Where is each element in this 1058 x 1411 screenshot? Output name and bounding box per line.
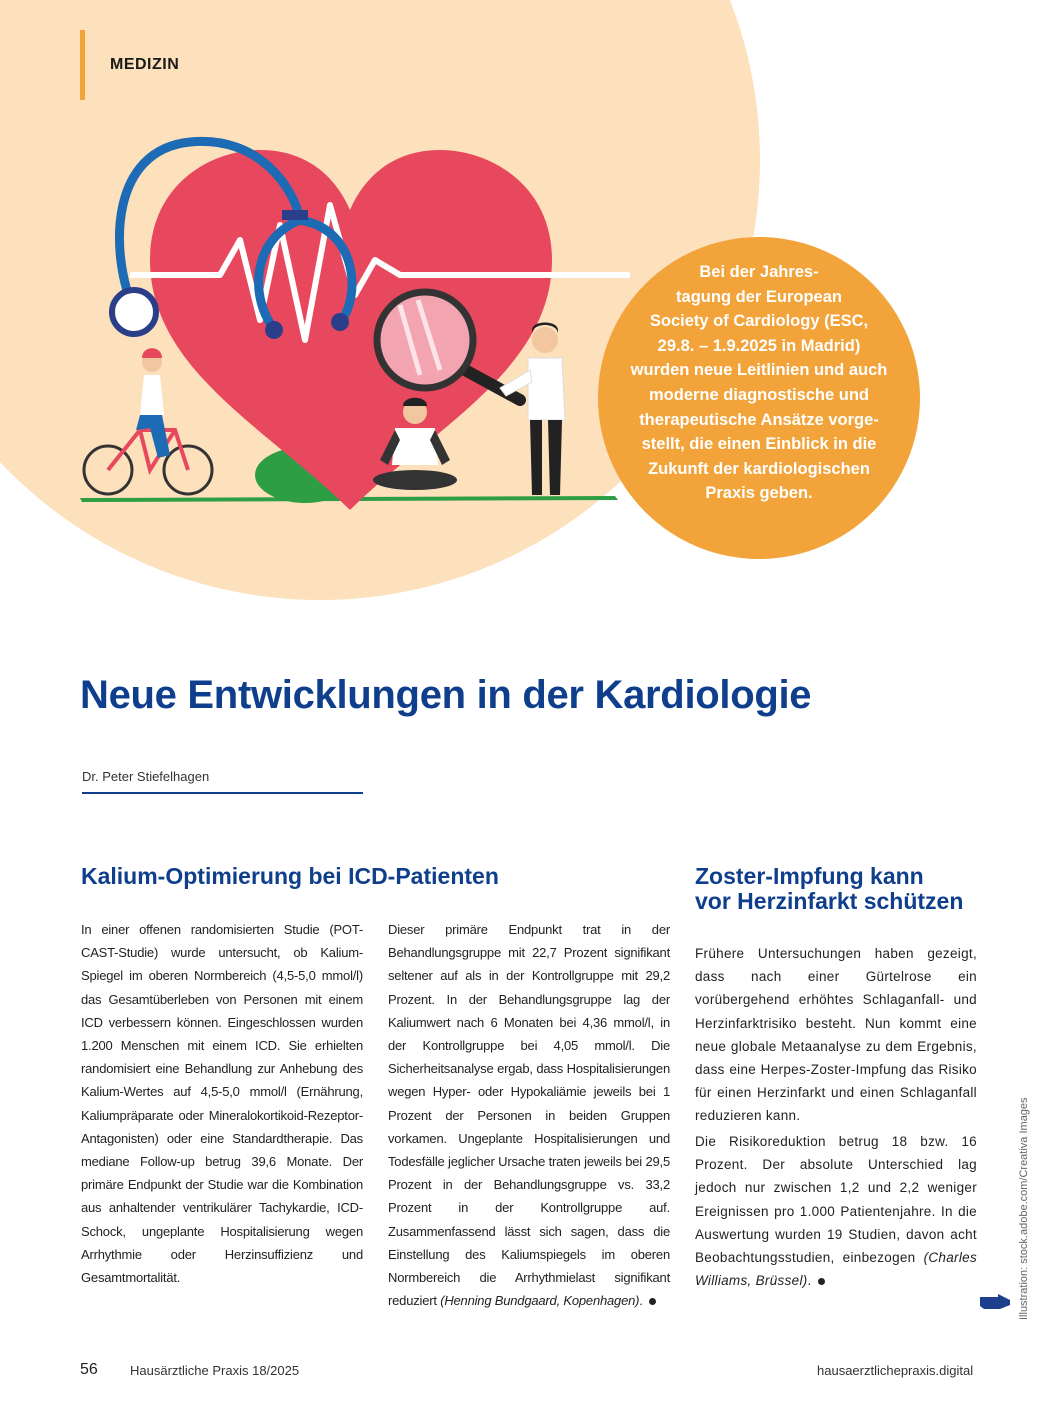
section1-column2 <box>388 918 670 1312</box>
section1-period: . <box>639 1293 643 1309</box>
section2-citation: (Charles Williams, Brüssel) <box>695 1250 977 1289</box>
section2-period: . <box>807 1273 812 1289</box>
article-title: Neue Entwicklungen in der Kardiologie <box>80 673 812 717</box>
section2-heading <box>695 864 963 914</box>
section1-column2-text: Dieser primäre Endpunkt trat in der Behandlungsgruppe mit 22,7 Prozent signifikant seltener auf als in der Kontrollgruppe mit 29,2 Prozent. In der Behandlungsgruppe lag der Kaliumwert nach 6 Monaten bei 4,36 mmol/l, in der Kontrollgruppe bei 4,05 mmol/l. Die Sicherheitsanalyse ergab, dass Hospitalisierungen wegen Hyper- oder Hypokaliämie jeweils bei 1 Prozent der Personen in beiden Gruppen vorkamen. Ungeplante Hospitalisierungen und Todesfälle jeglicher Ursache traten jeweils bei 29,5 Prozent in der Behandlungsgruppe vs. 33,2 Prozent in der Kontrollgruppe auf. Zusammenfassend lässt sich sagen, dass die Einstellung des Kaliumspiegels im oberen Normbereich die Arrhythmielast signifikant reduziert <box>388 922 670 1309</box>
pointing-hand-icon <box>978 1291 1012 1313</box>
end-mark-icon <box>818 1278 825 1285</box>
image-credit: Illustration: stock.adobe.com/Creativa Images <box>1018 1097 1030 1320</box>
end-mark-icon <box>649 1298 656 1305</box>
cyclist-figure <box>84 348 212 494</box>
author-name: Dr. Peter Stiefelhagen <box>82 769 210 784</box>
author-rule <box>82 792 363 794</box>
section2-paragraph2 <box>695 1130 977 1292</box>
publication-name: Hausärztliche Praxis 18/2025 <box>130 1363 300 1378</box>
section1-citation: (Henning Bundgaard, Kopenhagen) <box>440 1293 640 1309</box>
section-accent-bar <box>80 30 85 100</box>
publication-url[interactable]: hausaerztlichepraxis.digital <box>817 1363 974 1378</box>
section2-heading-line2: vor Herzinfarkt schützen <box>695 888 964 914</box>
section1-heading: Kalium-Optimierung bei ICD-Patienten <box>81 863 499 889</box>
section2-paragraph1: Frühere Untersuchungen haben gezeigt, dass nach einer Gürtelrose ein vorübergehend erhöhtes Schlaganfall- und Herzinfarktrisiko besteht. Nun kommt eine neue globale Metaanalyse zu dem Ergebnis, dass eine Herpes-Zoster-Impfung das Risiko für einen Herzinfarkt und einen Schlaganfall reduzieren kann. <box>695 946 977 1124</box>
teaser-text: Bei der Jahres- tagung der European Society of Cardiology (ESC, 29.8. – 1.9.2025 in Madrid) wurden neue Leitlinien und auch moderne diagnostische und therapeutische Ansätze vorge- stellt, die einen Einblick in die Zukunft der kardiologischen Praxis geben. <box>630 263 888 503</box>
page-number: 56 <box>80 1361 98 1378</box>
section2-paragraph2-text: Die Risikoreduktion betrug 18 bzw. 16 Prozent. Der absolute Unterschied lag jedoch nur zwischen 1,2 und 2,2 weniger Ereignissen pro 1.000 Patientenjahre. In die Auswertung wurden 19 Studien, davon acht Beobachtungsstudien, einbezogen <box>695 1134 977 1266</box>
heart-illustration <box>70 130 630 510</box>
section2-heading-line1: Zoster-Impfung kann <box>695 863 924 889</box>
section1-column1: In einer offenen randomisierten Studie (POT-CAST-Studie) wurde untersucht, ob Kalium-Spiegel im oberen Normbereich (4,5-5,0 mmol/l) das Gesamtüberleben von Personen mit einem ICD verbessern können. Eingeschlossen wurden 1.200 Menschen mit einem ICD. Sie erhielten randomisiert eine Behandlung zur Anhebung des Kalium-Wertes auf 4,5-5,0 mmol/l (Ernährung, Kaliumpräparate oder Mineralokortikoid-Rezeptor-Antagonisten) oder eine Standardtherapie. Das mediane Follow-up betrug 39,6 Monate. Der primäre Endpunkt der Studie war die Kombination aus anhaltender ventrikulärer Tachykardie, ICD-Schock, ungeplante Hospitalisierung wegen Arrhythmie oder Herzinsuffizienz und Gesamtmortalität. <box>81 922 363 1286</box>
section-label: MEDIZIN <box>110 56 180 73</box>
